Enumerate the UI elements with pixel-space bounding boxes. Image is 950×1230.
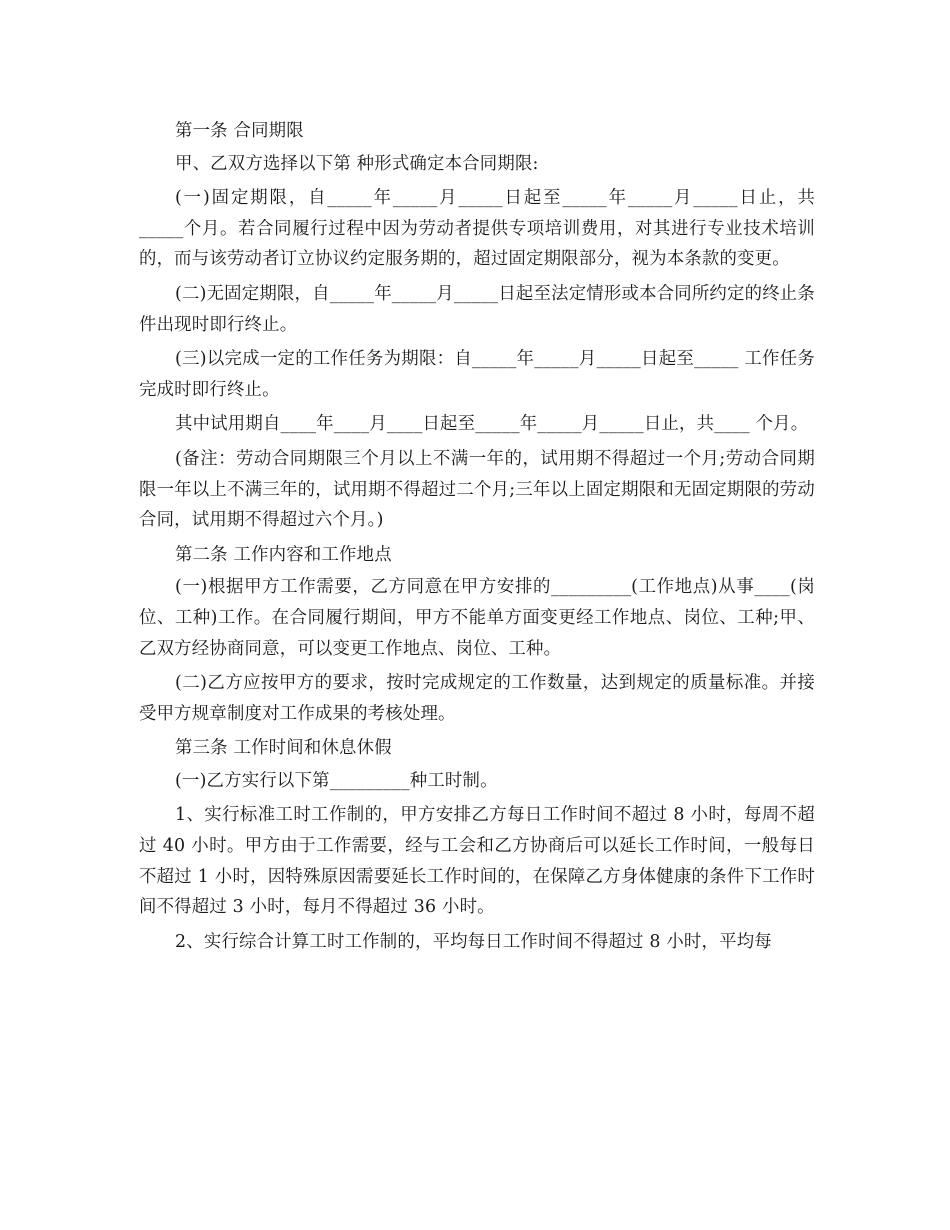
open-ended-term-clause: (二)无固定期限，自_____年_____月_____日起至法定情形或本合同所约定的终止条件出现时即行终止。 (139, 283, 815, 335)
working-hours-system-clause: (一)乙方实行以下第_________种工时制。 (175, 770, 498, 791)
fixed-term-clause: (一)固定期限，自_____年_____月_____日起至_____年_____月_____日止，共_____个月。若合同履行过程中因为劳动者提供专项培训费用，对其进行专业技术培训的，而与该劳动者订立协议约定服务期的，超过固定期限部分，视为本条款的变更。 (139, 188, 815, 270)
document-body (139, 116, 815, 961)
article-3-heading: 第三条 工作时间和休息休假 (175, 738, 392, 759)
work-quality-clause: (二)乙方应按甲方的要求，按时完成规定的工作数量，达到规定的质量标准。并接受甲方规章制度对工作成果的考核处理。 (139, 673, 815, 724)
standard-hours-clause: 1、实行标准工时工作制的，甲方安排乙方每日工作时间不超过 8 小时，每周不超过 40 小时。甲方由于工作需要，经与工会和乙方协商后可以延长工作时间，一般每日不超过 1 小时，因特殊原因需要延长工作时间的，在保障乙方身体健康的条件下工作时间不得超过 3 小时，每月不得超过 36 小时。 (139, 805, 815, 918)
probation-period-clause: 其中试用期自____年____月____日起至_____年_____月_____日止，共____ 个月。 (175, 414, 809, 435)
work-location-clause: (一)根据甲方工作需要，乙方同意在甲方安排的_________(工作地点)从事____(岗位、工种)工作。在合同履行期间，甲方不能单方面变更经工作地点、岗位、工种;甲、乙双方经协商同意，可以变更工作地点、岗位、工种。 (139, 577, 815, 659)
article-2-heading: 第二条 工作内容和工作地点 (175, 544, 392, 565)
comprehensive-hours-clause: 2、实行综合计算工时工作制的，平均每日工作时间不得超过 8 小时，平均每 (175, 931, 772, 952)
article-1-heading: 第一条 合同期限 (175, 121, 304, 141)
contract-term-selection: 甲、乙双方选择以下第 种形式确定本合同期限: (175, 153, 539, 174)
task-based-term-clause: (三)以完成一定的工作任务为期限：自_____年_____月_____日起至_____ 工作任务完成时即行终止。 (139, 349, 815, 400)
probation-note: (备注：劳动合同期限三个月以上不满一年的，试用期不得超过一个月;劳动合同期限一年以上不满三年的，试用期不得超过二个月;三年以上固定期限和无固定期限的劳动合同，试用期不得超过六个月。) (139, 448, 815, 531)
